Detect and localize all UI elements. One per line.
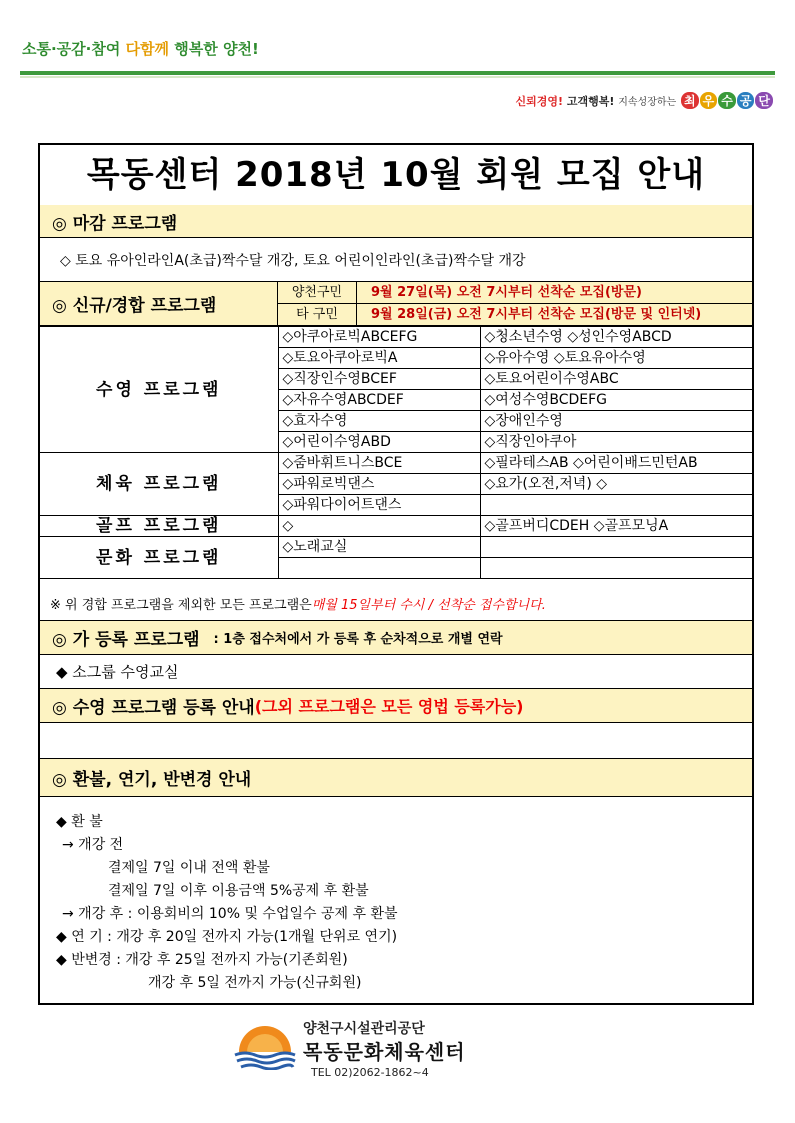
provisional-header: ◎ 가 등록 프로그램 xyxy=(52,630,200,650)
program-cell: ◇어린이수영ABD xyxy=(278,432,480,453)
org-name-large: 목동문화체육센터 xyxy=(303,1040,466,1064)
program-cell: ◇골프버디CDEH ◇골프모닝A xyxy=(480,516,752,537)
motto-part-c: 지속성장하는 xyxy=(618,97,677,108)
culture-category: 문화 프로그램 xyxy=(40,537,278,579)
refund-line: 결제일 7일 이후 이용금액 5%공제 후 환불 xyxy=(108,883,369,899)
refund-line: 개강 후 5일 전까지 가능(신규회원) xyxy=(148,975,362,991)
slogan xyxy=(22,38,259,59)
program-cell: ◇파워로빅댄스 xyxy=(278,474,480,495)
refund-line: ◆ 연 기 : 개강 후 20일 전까지 가능(1개월 단위로 연기) xyxy=(56,929,398,945)
motto-badge: 단 xyxy=(755,92,773,109)
program-cell: ◇토요어린이수영ABC xyxy=(480,369,752,390)
program-cell: ◇여성수영BCDEFG xyxy=(480,390,752,411)
program-cell: ◇직장인아쿠아 xyxy=(480,432,752,453)
program-cell: ◇청소년수영 ◇성인수영ABCD xyxy=(480,327,752,348)
header-divider-shadow xyxy=(20,76,775,78)
fitness-category: 체육 프로그램 xyxy=(40,453,278,516)
program-cell: ◇유아수영 ◇토요유아수영 xyxy=(480,348,752,369)
refund-header: ◎ 환불, 연기, 반변경 안내 xyxy=(40,759,752,797)
program-table xyxy=(40,326,752,579)
resident-label: 양천구민 xyxy=(278,282,357,303)
program-cell: ◇직장인수영BCEF xyxy=(278,369,480,390)
schedule-text: 9월 27일(목) 오전 7시부터 선착순 모집(방문) xyxy=(371,285,642,300)
motto-part-a: 신뢰경영! xyxy=(515,95,563,108)
slogan-part-a: 소통·공감·참여 xyxy=(22,40,121,58)
program-cell: ◇요가(오전,저녁) ◇ xyxy=(480,474,752,495)
page-title: 목동센터 2018년 10월 회원 모집 안내 xyxy=(40,145,752,206)
refund-line: → 개강 후 : 이용회비의 10% 및 수업일수 공제 후 환불 xyxy=(62,906,398,922)
closed-header: ◎ 마감 프로그램 xyxy=(40,205,752,238)
swim-reg-highlight: (그외 프로그램은 모든 영법 등록가능) xyxy=(254,697,524,716)
program-cell: ◇자유수영ABCDEF xyxy=(278,390,480,411)
refund-line: ◆ 환 불 xyxy=(56,814,103,830)
refund-line: ◆ 반변경 : 개강 후 25일 전까지 가능(기존회원) xyxy=(56,952,348,968)
provisional-header-row xyxy=(40,621,752,655)
program-cell: ◇토요아쿠아로빅A xyxy=(278,348,480,369)
schedule-text: 9월 28일(금) 오전 7시부터 선착순 모집(방문 및 인터넷) xyxy=(371,307,702,322)
motto-badge: 공 xyxy=(737,92,755,109)
program-cell: ◇줌바휘트니스BCE xyxy=(278,453,480,474)
swim-reg-header: ◎ 수영 프로그램 등록 안내 xyxy=(52,698,255,718)
note-row xyxy=(40,587,752,621)
swim-category: 수영 프로그램 xyxy=(40,327,278,453)
note-prefix: ※ 위 경합 프로그램을 제외한 모든 프로그램은 xyxy=(50,598,312,613)
program-cell xyxy=(480,537,752,558)
refund-line: 결제일 7일 이내 전액 환불 xyxy=(108,860,270,876)
program-cell xyxy=(480,495,752,516)
closed-text: ◇ 토요 유아인라인A(초급)짝수달 개강, 토요 어린이인라인(초급)짝수달 개강 xyxy=(40,238,752,282)
provisional-item: ◆ 소그룹 수영교실 xyxy=(40,655,752,689)
new-program-header: ◎ 신규/경합 프로그램 xyxy=(40,282,278,325)
refund-line: → 개강 전 xyxy=(62,837,124,853)
swim-reg-blank-row xyxy=(40,723,752,759)
schedule-row xyxy=(278,282,752,304)
org-name-small: 양천구시설관리공단 xyxy=(303,1021,425,1037)
program-cell: ◇장애인수영 xyxy=(480,411,752,432)
program-cell xyxy=(278,558,480,579)
program-cell: ◇노래교실 xyxy=(278,537,480,558)
notice-frame xyxy=(38,143,754,1005)
provisional-sub: : 1층 접수처에서 가 등록 후 순차적으로 개별 연락 xyxy=(213,632,503,647)
slogan-part-c: 행복한 양천! xyxy=(174,40,259,58)
golf-category: 골프 프로그램 xyxy=(40,516,278,537)
swim-reg-header-row xyxy=(40,689,752,723)
program-cell: ◇파워다이어트댄스 xyxy=(278,495,480,516)
program-cell: ◇ xyxy=(278,516,480,537)
center-logo-icon xyxy=(233,1024,297,1070)
slogan-part-b: 다함께 xyxy=(125,40,170,58)
telephone: TEL 02)2062-1862~4 xyxy=(311,1066,429,1079)
program-cell: ◇필라테스AB ◇어린이배드민턴AB xyxy=(480,453,752,474)
motto-badge: 우 xyxy=(700,92,718,109)
footer xyxy=(233,1018,563,1088)
schedule-row xyxy=(278,304,752,325)
resident-label: 타 구민 xyxy=(278,304,357,325)
program-cell: ◇아쿠아로빅ABCEFG xyxy=(278,327,480,348)
motto-badge: 최 xyxy=(681,92,699,109)
motto-badge: 수 xyxy=(718,92,736,109)
program-cell: ◇효자수영 xyxy=(278,411,480,432)
note-highlight: 매월 15일부터 수시 / 선착순 접수합니다. xyxy=(311,598,546,613)
new-program-section xyxy=(40,282,752,326)
header-divider xyxy=(20,71,775,75)
program-cell xyxy=(480,558,752,579)
motto xyxy=(515,92,773,109)
motto-part-b: 고객행복! xyxy=(566,95,615,108)
